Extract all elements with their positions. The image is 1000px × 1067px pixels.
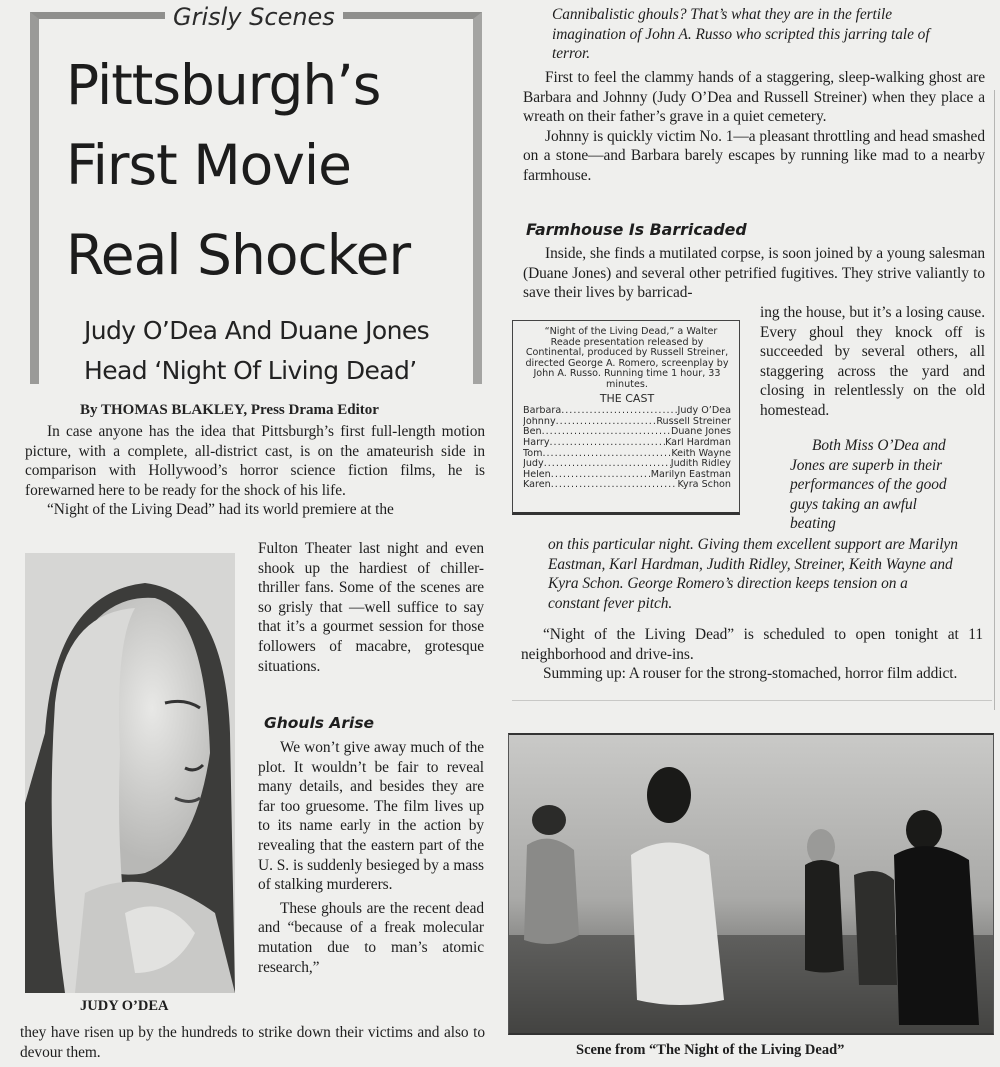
cast-role: Johnny — [523, 416, 556, 427]
cast-row — [523, 427, 731, 438]
cast-role: Tom — [523, 448, 543, 459]
leader-dots — [542, 427, 671, 438]
cast-row — [523, 438, 731, 449]
subheadline-line-1: Judy O’Dea And Duane Jones — [84, 316, 430, 345]
right-col-mid — [523, 244, 985, 303]
right-col-italic-narrow — [790, 436, 958, 534]
cast-actor: Karl Hardman — [665, 437, 731, 448]
leader-dots — [556, 417, 657, 428]
left-col-intro — [25, 422, 485, 520]
cast-actor: Duane Jones — [670, 427, 731, 438]
paragraph: “Night of the Living Dead” is scheduled to open tonight at 11 neighborhood and drive-ins. — [521, 626, 983, 663]
paragraph: Fulton Theater last night and even shook up the hardiest of chiller-thriller fans. Some of the scenes are so grisly that —well suffice to say that it’s a gourmet session for those followers of macabre, grotesque situations. — [258, 540, 484, 675]
kicker: Grisly Scenes — [165, 2, 343, 32]
cast-row — [523, 417, 731, 428]
byline: By THOMAS BLAKLEY, Press Drama Editor — [80, 402, 379, 418]
cast-role: Harry — [523, 437, 550, 448]
right-col-narrow — [760, 303, 985, 421]
cast-role: Ben — [523, 427, 542, 438]
paragraph: In case anyone has the idea that Pittsburgh’s first full-length motion picture, with a complete, all-district cast, is on the amateurish side in comparison with Hollywood’s horror science fiction films, he is forewarned here to be ready for the shock of his life. — [25, 423, 485, 499]
cast-row — [523, 470, 731, 481]
leader-dots — [561, 406, 677, 417]
left-col-bottom — [20, 1023, 485, 1062]
right-col-italic-full — [548, 535, 958, 613]
cast-actor: Russell Streiner — [656, 416, 731, 427]
portrait-image — [25, 553, 235, 993]
subheadline-line-2: Head ‘Night Of Living Dead’ — [84, 356, 417, 385]
right-col-bottom — [521, 625, 983, 684]
cast-role: Judy — [523, 459, 544, 470]
subhead-farmhouse: Farmhouse Is Barricaded — [526, 220, 747, 239]
cast-actor: Judy O’Dea — [677, 406, 731, 417]
italic-lede: Cannibalistic ghouls? That’s what they are in the fertile imagination of John A. Russo who scripted this jarring tale of terror. — [552, 6, 930, 63]
paragraph: they have risen up by the hundreds to strike down their victims and also to devour them. — [20, 1024, 485, 1061]
cast-actor: Keith Wayne — [671, 448, 731, 459]
cast-row — [523, 449, 731, 460]
cast-actor: Marilyn Eastman — [650, 469, 731, 480]
cast-row — [523, 480, 731, 491]
photo-judy-odea — [25, 553, 235, 993]
cast-role: Karen — [523, 480, 551, 491]
paragraph: Johnny is quickly victim No. 1—a pleasant throttling and head smashed on a stone—and Barbara barely escapes by running like mad to a nearby farmhouse. — [523, 127, 985, 184]
paragraph: First to feel the clammy hands of a staggering, sleep-walking ghost are Barbara and Johnny (Judy O’Dea and Russell Streiner) when they place a wreath on their father’s grave in a quiet cemetery. — [523, 69, 985, 126]
paragraph: on this particular night. Giving them excellent support are Marilyn Eastman, Karl Hardman, Judith Ridley, Streiner, Keith Wayne and Kyra Schon. George Romero’s direction keeps tension on a constant fever pitch. — [548, 536, 958, 612]
cast-role: Helen — [523, 469, 551, 480]
leader-dots — [544, 459, 671, 470]
photo-film-still — [508, 733, 994, 1035]
paragraph: “Night of the Living Dead” had its world premiere at the — [47, 501, 394, 519]
headline-line-3: Real Shocker — [66, 223, 411, 287]
credits-intro: “Night of the Living Dead,” a Walter Reade presentation released by Continental, produced by Russell Streiner, directed George A. Romero, screenplay by John A. Russo. Running time 1 hour, 33 minutes. — [525, 326, 729, 390]
headline-line-1: Pittsburgh’s — [66, 53, 381, 117]
leader-dots — [550, 438, 666, 449]
cast-title: THE CAST — [599, 391, 655, 405]
paragraph: Summing up: A rouser for the strong-stomached, horror film addict. — [543, 665, 958, 683]
right-col-top — [523, 68, 985, 186]
photo-caption-judy-odea: JUDY O’DEA — [80, 998, 169, 1014]
film-still-image — [509, 735, 993, 1033]
subhead-ghouls-arise: Ghouls Arise — [264, 714, 375, 732]
paragraph: These ghouls are the recent dead and “because of a freak molecular mutation due to man’s atomic research,” — [258, 899, 484, 976]
headline-line-2: First Movie — [66, 133, 352, 197]
cast-row — [523, 406, 731, 417]
cast-row — [523, 459, 731, 470]
right-col-intro — [552, 5, 957, 64]
left-col-narrow-2 — [258, 738, 484, 977]
cast-actor: Judith Ridley — [670, 459, 731, 470]
credits-box — [512, 320, 740, 515]
photo-caption-film-still: Scene from “The Night of the Living Dead” — [576, 1042, 845, 1058]
section-rule — [512, 700, 992, 701]
column-rule — [994, 90, 995, 710]
leader-dots — [551, 480, 678, 491]
leader-dots — [542, 449, 671, 460]
cast-role: Barbara — [523, 406, 562, 417]
paragraph: Inside, she finds a mutilated corpse, is soon joined by a young salesman (Duane Jones) and several other petrified fugitives. They strive valiantly to save their lives by barricad- — [523, 245, 985, 302]
paragraph: We won’t give away much of the plot. It wouldn’t be fair to reveal many details, and besides they are far too gruesome. The film lives up to its name early in the action by revealing that the eastern part of the U. S. is suddenly besieged by a mass of stalking murderers. — [258, 739, 484, 894]
paragraph: Both Miss O’Dea and Jones are superb in their performances of the good guys taking an awful beating — [790, 437, 947, 533]
cast-actor: Kyra Schon — [677, 480, 731, 491]
paragraph: ing the house, but it’s a losing cause. Every ghoul they knock off is succeeded by several others, all staggering across the yard and closing in relentlessly on the old homestead. — [760, 304, 985, 419]
left-col-narrow — [258, 539, 484, 676]
leader-dots — [551, 470, 651, 481]
